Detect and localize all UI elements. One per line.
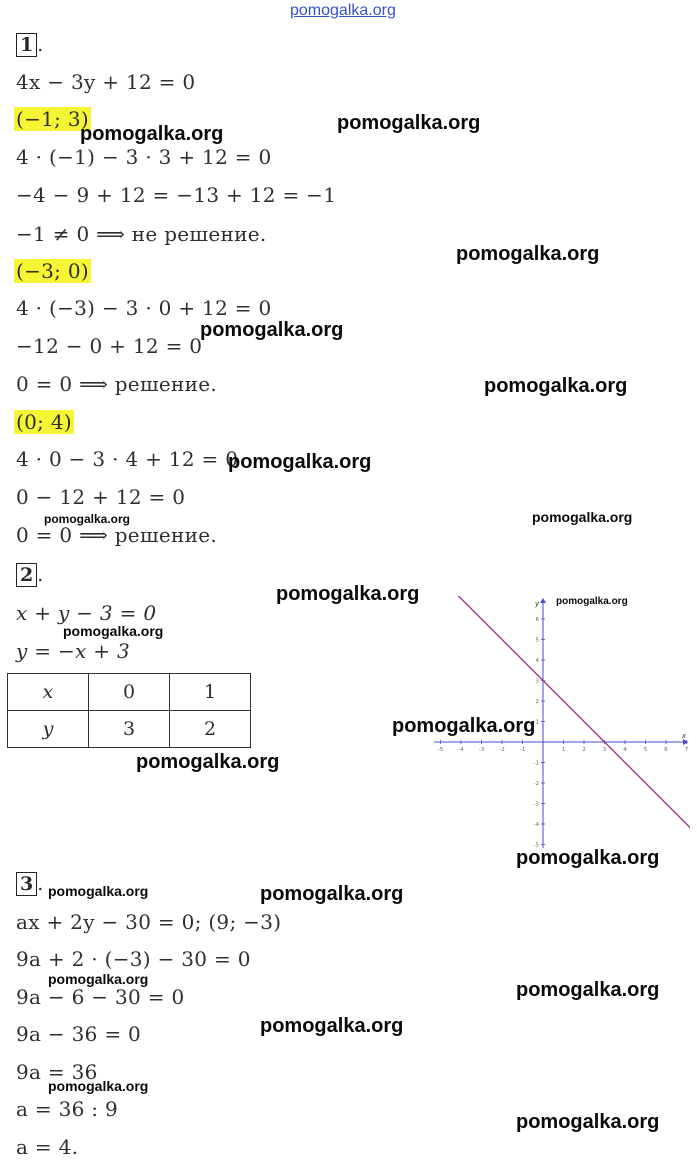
y-tick-label: 2 — [535, 699, 539, 705]
x-tick-label: -2 — [499, 747, 505, 753]
task-1-number: 1 . — [16, 33, 43, 57]
x-tick-label: -3 — [478, 747, 485, 753]
watermark: pomogalka.org — [516, 1111, 660, 1133]
y-tick-label: -3 — [533, 801, 539, 808]
x-tick-label: 6 — [664, 747, 668, 753]
watermark: pomogalka.org — [516, 979, 660, 1001]
watermark: pomogalka.org — [44, 512, 131, 526]
task1-line: 4 · (−1) − 3 · 3 + 12 = 0 — [16, 145, 272, 169]
task2-equation: y = −x + 3 — [16, 639, 131, 663]
x-tick-label: -1 — [519, 747, 526, 753]
task1-line: 4 · (−3) − 3 · 0 + 12 = 0 — [16, 296, 272, 320]
watermark: pomogalka.org — [556, 596, 628, 607]
task2-equation: x + y − 3 = 0 — [16, 601, 157, 625]
y-tick-label: 6 — [535, 617, 539, 623]
x-tick-label: 1 — [561, 747, 566, 753]
task3-line: 9a − 36 = 0 — [16, 1022, 142, 1046]
watermark: pomogalka.org — [80, 123, 224, 145]
watermark: pomogalka.org — [228, 451, 372, 473]
x-axis-label: x — [682, 732, 687, 740]
watermark: pomogalka.org — [532, 509, 633, 525]
watermark: pomogalka.org — [48, 883, 149, 899]
watermark: pomogalka.org — [200, 319, 344, 341]
watermark: pomogalka.org — [456, 243, 600, 265]
table-cell: 3 — [89, 711, 170, 748]
table-cell: 2 — [170, 711, 251, 748]
y-tick-label: -4 — [533, 822, 539, 828]
y-tick-label: 5 — [535, 637, 539, 644]
task-3-number: 3 . — [16, 872, 43, 896]
watermark: pomogalka.org — [276, 583, 420, 605]
watermark: pomogalka.org — [63, 623, 164, 639]
task1-line: 0 = 0 ⟹ решение. — [16, 372, 218, 396]
task1-line: 0 = 0 ⟹ решение. — [16, 523, 218, 547]
task3-line: 9a = 36 — [16, 1060, 98, 1084]
y-tick-label: 3 — [535, 678, 539, 685]
task1-point-3: (0; 4) — [16, 410, 72, 434]
task3-line: 9a + 2 · (−3) − 30 = 0 — [16, 947, 251, 971]
task1-point-2: (−3; 0) — [16, 259, 90, 283]
task1-point-1: (−1; 3) — [16, 107, 90, 131]
x-tick-label: -4 — [458, 747, 464, 753]
watermark: pomogalka.org — [48, 971, 149, 987]
task1-line: 4 · 0 − 3 · 4 + 12 = 0 — [16, 447, 239, 471]
y-tick-label: 1 — [535, 719, 539, 726]
watermark: pomogalka.org — [260, 883, 404, 905]
y-tick-label: 4 — [535, 658, 539, 664]
x-tick-label: -5 — [437, 747, 444, 753]
watermark: pomogalka.org — [484, 375, 628, 397]
watermark: pomogalka.org — [516, 847, 660, 869]
x-tick-label: 2 — [582, 747, 586, 753]
watermark: pomogalka.org — [392, 715, 536, 737]
task3-line: 9a − 6 − 30 = 0 — [16, 985, 185, 1009]
watermark: pomogalka.org — [48, 1078, 149, 1094]
y-tick-label: -1 — [533, 760, 539, 767]
table-cell: y — [8, 711, 89, 748]
watermark: pomogalka.org — [136, 751, 280, 773]
site-link[interactable]: pomogalka.org — [290, 2, 396, 19]
watermark: pomogalka.org — [337, 112, 481, 134]
table-row — [8, 674, 251, 711]
table-cell: x — [8, 674, 89, 711]
y-axis-label: y — [535, 600, 540, 608]
task-2-number: 2 . — [16, 563, 43, 587]
task1-line: −4 − 9 + 12 = −13 + 12 = −1 — [16, 183, 337, 207]
task1-equation: 4x − 3y + 12 = 0 — [16, 70, 196, 94]
x-tick-label: 5 — [643, 747, 648, 753]
task1-line: 0 − 12 + 12 = 0 — [16, 485, 186, 509]
task3-line: a = 36 : 9 — [16, 1097, 119, 1121]
table-cell: 1 — [170, 674, 251, 711]
task1-line: −12 − 0 + 12 = 0 — [16, 334, 203, 358]
x-tick-label: 7 — [684, 747, 689, 753]
watermark: pomogalka.org — [260, 1015, 404, 1037]
values-table — [7, 673, 251, 748]
y-tick-label: -5 — [533, 842, 539, 849]
x-tick-label: 3 — [602, 747, 607, 753]
table-row — [8, 711, 251, 748]
y-axis-arrow — [540, 598, 546, 603]
task3-line: ax + 2y − 30 = 0; (9; −3) — [16, 910, 282, 934]
task1-line: −1 ≠ 0 ⟹ не решение. — [16, 222, 267, 246]
x-tick-label: 4 — [623, 747, 627, 753]
y-tick-label: -2 — [533, 781, 539, 787]
task3-line: a = 4. — [16, 1135, 79, 1159]
table-cell: 0 — [89, 674, 170, 711]
